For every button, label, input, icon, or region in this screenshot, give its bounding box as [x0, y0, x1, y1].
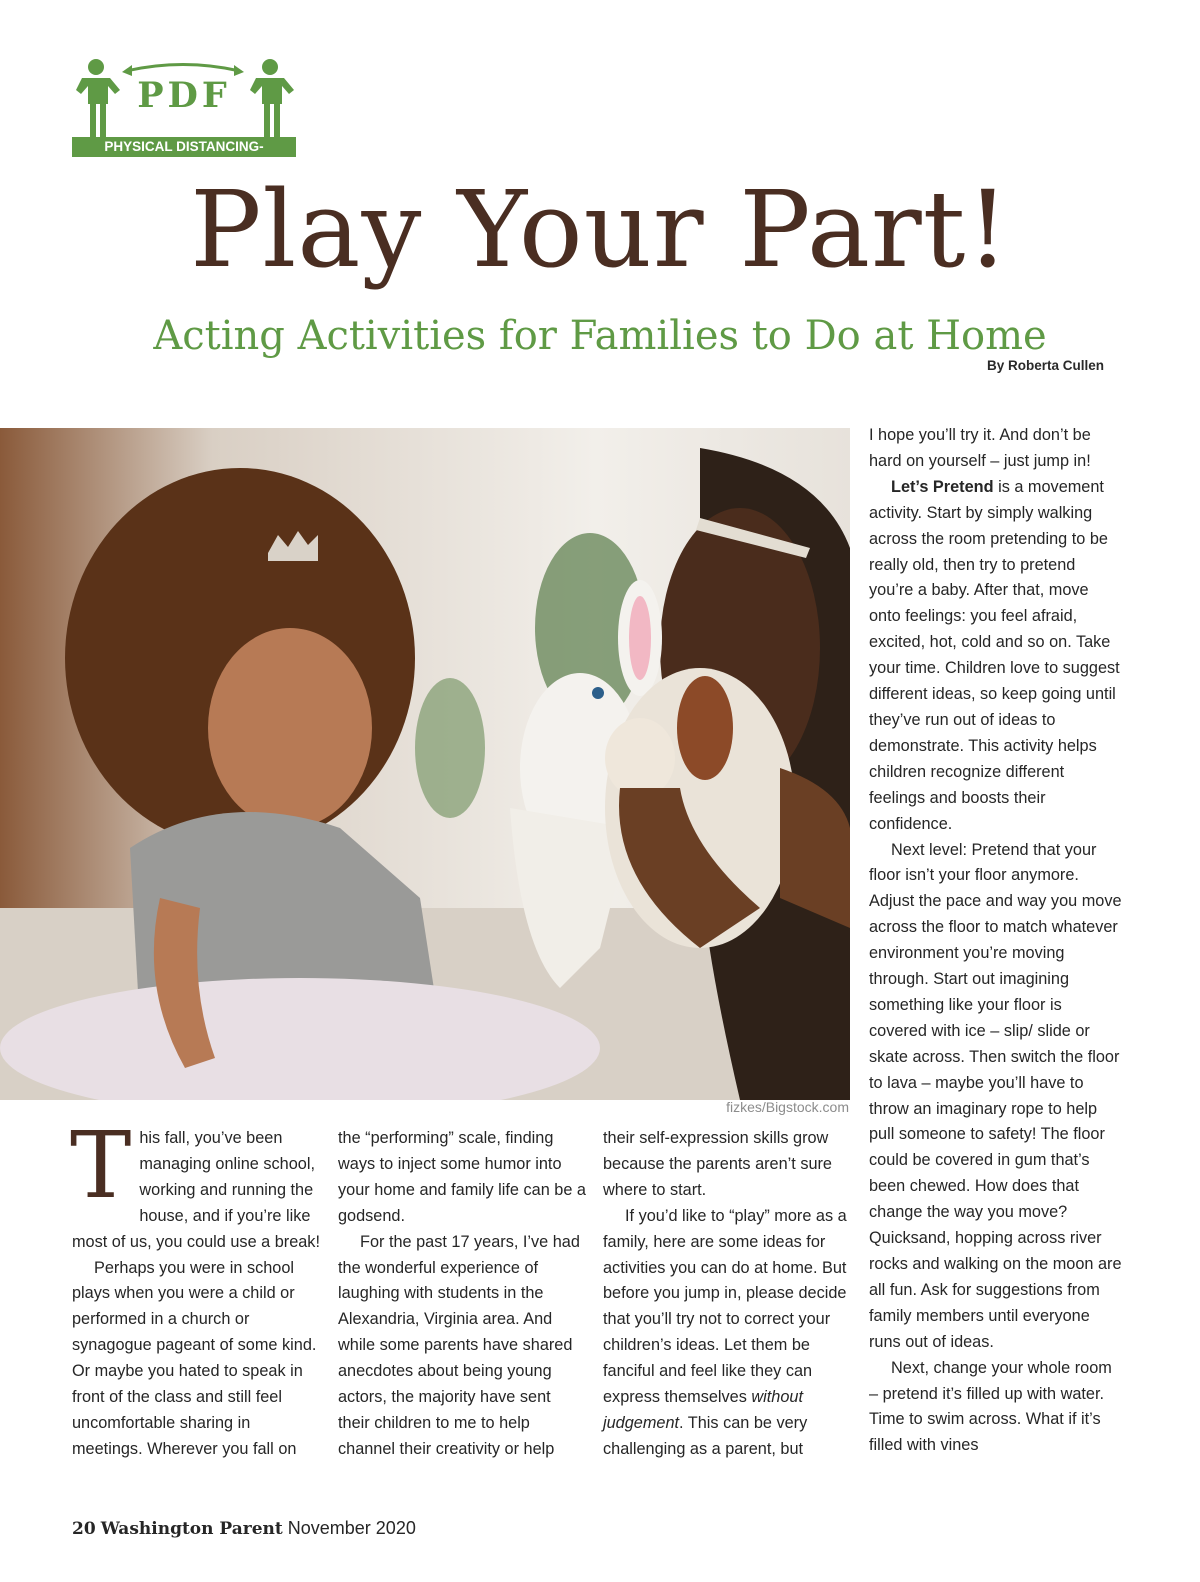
- paragraph: Perhaps you were in school plays when you were a child or performed in a church or synagogue pageant of some kind. Or maybe you hated to speak in front of the class and still feel uncomfortable sharing in meetings. Wherever you fall on: [72, 1258, 317, 1458]
- magazine-name: Washington Parent: [100, 1519, 283, 1539]
- pdf-logo: [68, 58, 300, 174]
- pdf-logo-band: PHYSICAL DISTANCING-FRIENDLY: [72, 137, 296, 157]
- page-title: Play Your Part!: [190, 168, 1010, 291]
- page-subtitle: Acting Activities for Families to Do at Home: [153, 313, 1047, 359]
- paragraph: For the past 17 years, I’ve had the wonderful experience of laughing with students in the Alexandria, Virginia area. And while some parents have shared anecdotes about being young actors, the majority have sent their children to me to help channel their creativity or help: [338, 1232, 580, 1458]
- paragraph: their self-expression skills grow because the parents aren’t sure where to start.: [603, 1129, 832, 1199]
- paragraph-text: If you’d like to “play” more as a family, here are some ideas for activities you can do at home. But before you jump in, please decide that you’ll try not to correct your children’s ideas. Let them be fanciful and feel like they can express themselves: [603, 1206, 847, 1407]
- paragraph: the “performing” scale, finding ways to inject some humor into your home and family life can be a godsend.: [338, 1129, 586, 1225]
- pdf-logo-word: PDF: [137, 75, 231, 116]
- page-number: 20: [72, 1519, 96, 1539]
- drop-cap: T: [70, 1112, 132, 1219]
- emphasis-text: without judgement: [603, 1388, 803, 1432]
- paragraph: [603, 1204, 851, 1463]
- paragraph-text: is a movement activity. Start by simply walking across the room pretending to be really old, then try to pretend you’re a baby. After that, move onto feelings: you feel afraid, excited, hot, cold and so on. Take your time. Children love to suggest different ideas, so keep going until they’ve run out of ideas to demonstrate. This activity helps children recognize different feelings and boosts their confidence.: [869, 477, 1120, 833]
- article-column-2: [338, 1126, 586, 1463]
- paragraph: Next, change your whole room – pretend it’s filled up with water. Time to swim across. What if it’s filled with vines: [869, 1358, 1112, 1455]
- issue-date: November 2020: [287, 1518, 416, 1538]
- article-column-3: [603, 1126, 851, 1463]
- paragraph: I hope you’ll try it. And don’t be hard on yourself – just jump in!: [869, 426, 1091, 470]
- paragraph: Next level: Pretend that your floor isn’t your floor anymore. Adjust the pace and way you move across the floor to match whatever environment you’re moving through. Start out imagining something like your floor is covered with ice – slip/ slide or skate across. Then switch the floor to lava – maybe you’ll have to throw an imaginary rope to help pull someone to safety! The floor could be covered in gum that’s been chewed. How does that change the way you move? Quicksand, hopping across river rocks and walking on the moon are all fun. Ask for suggestions from family members until everyone runs out of ideas.: [869, 840, 1122, 1351]
- page-footer: [72, 1518, 416, 1539]
- article-column-1: [70, 1112, 324, 1463]
- activity-name: Let’s Pretend: [891, 477, 994, 496]
- article-photo: [0, 428, 850, 1100]
- photo-credit: fizkes/Bigstock.com: [726, 1099, 849, 1115]
- paragraph: his fall, you’ve been managing online school, working and running the house, and if you’re like most of us, you could use a break!: [72, 1129, 320, 1251]
- article-column-4: [869, 423, 1123, 1459]
- byline: By Roberta Cullen: [986, 358, 1104, 373]
- paragraph: [869, 475, 1123, 838]
- paragraph-text: . This can be very challenging as a parent, but: [603, 1413, 808, 1458]
